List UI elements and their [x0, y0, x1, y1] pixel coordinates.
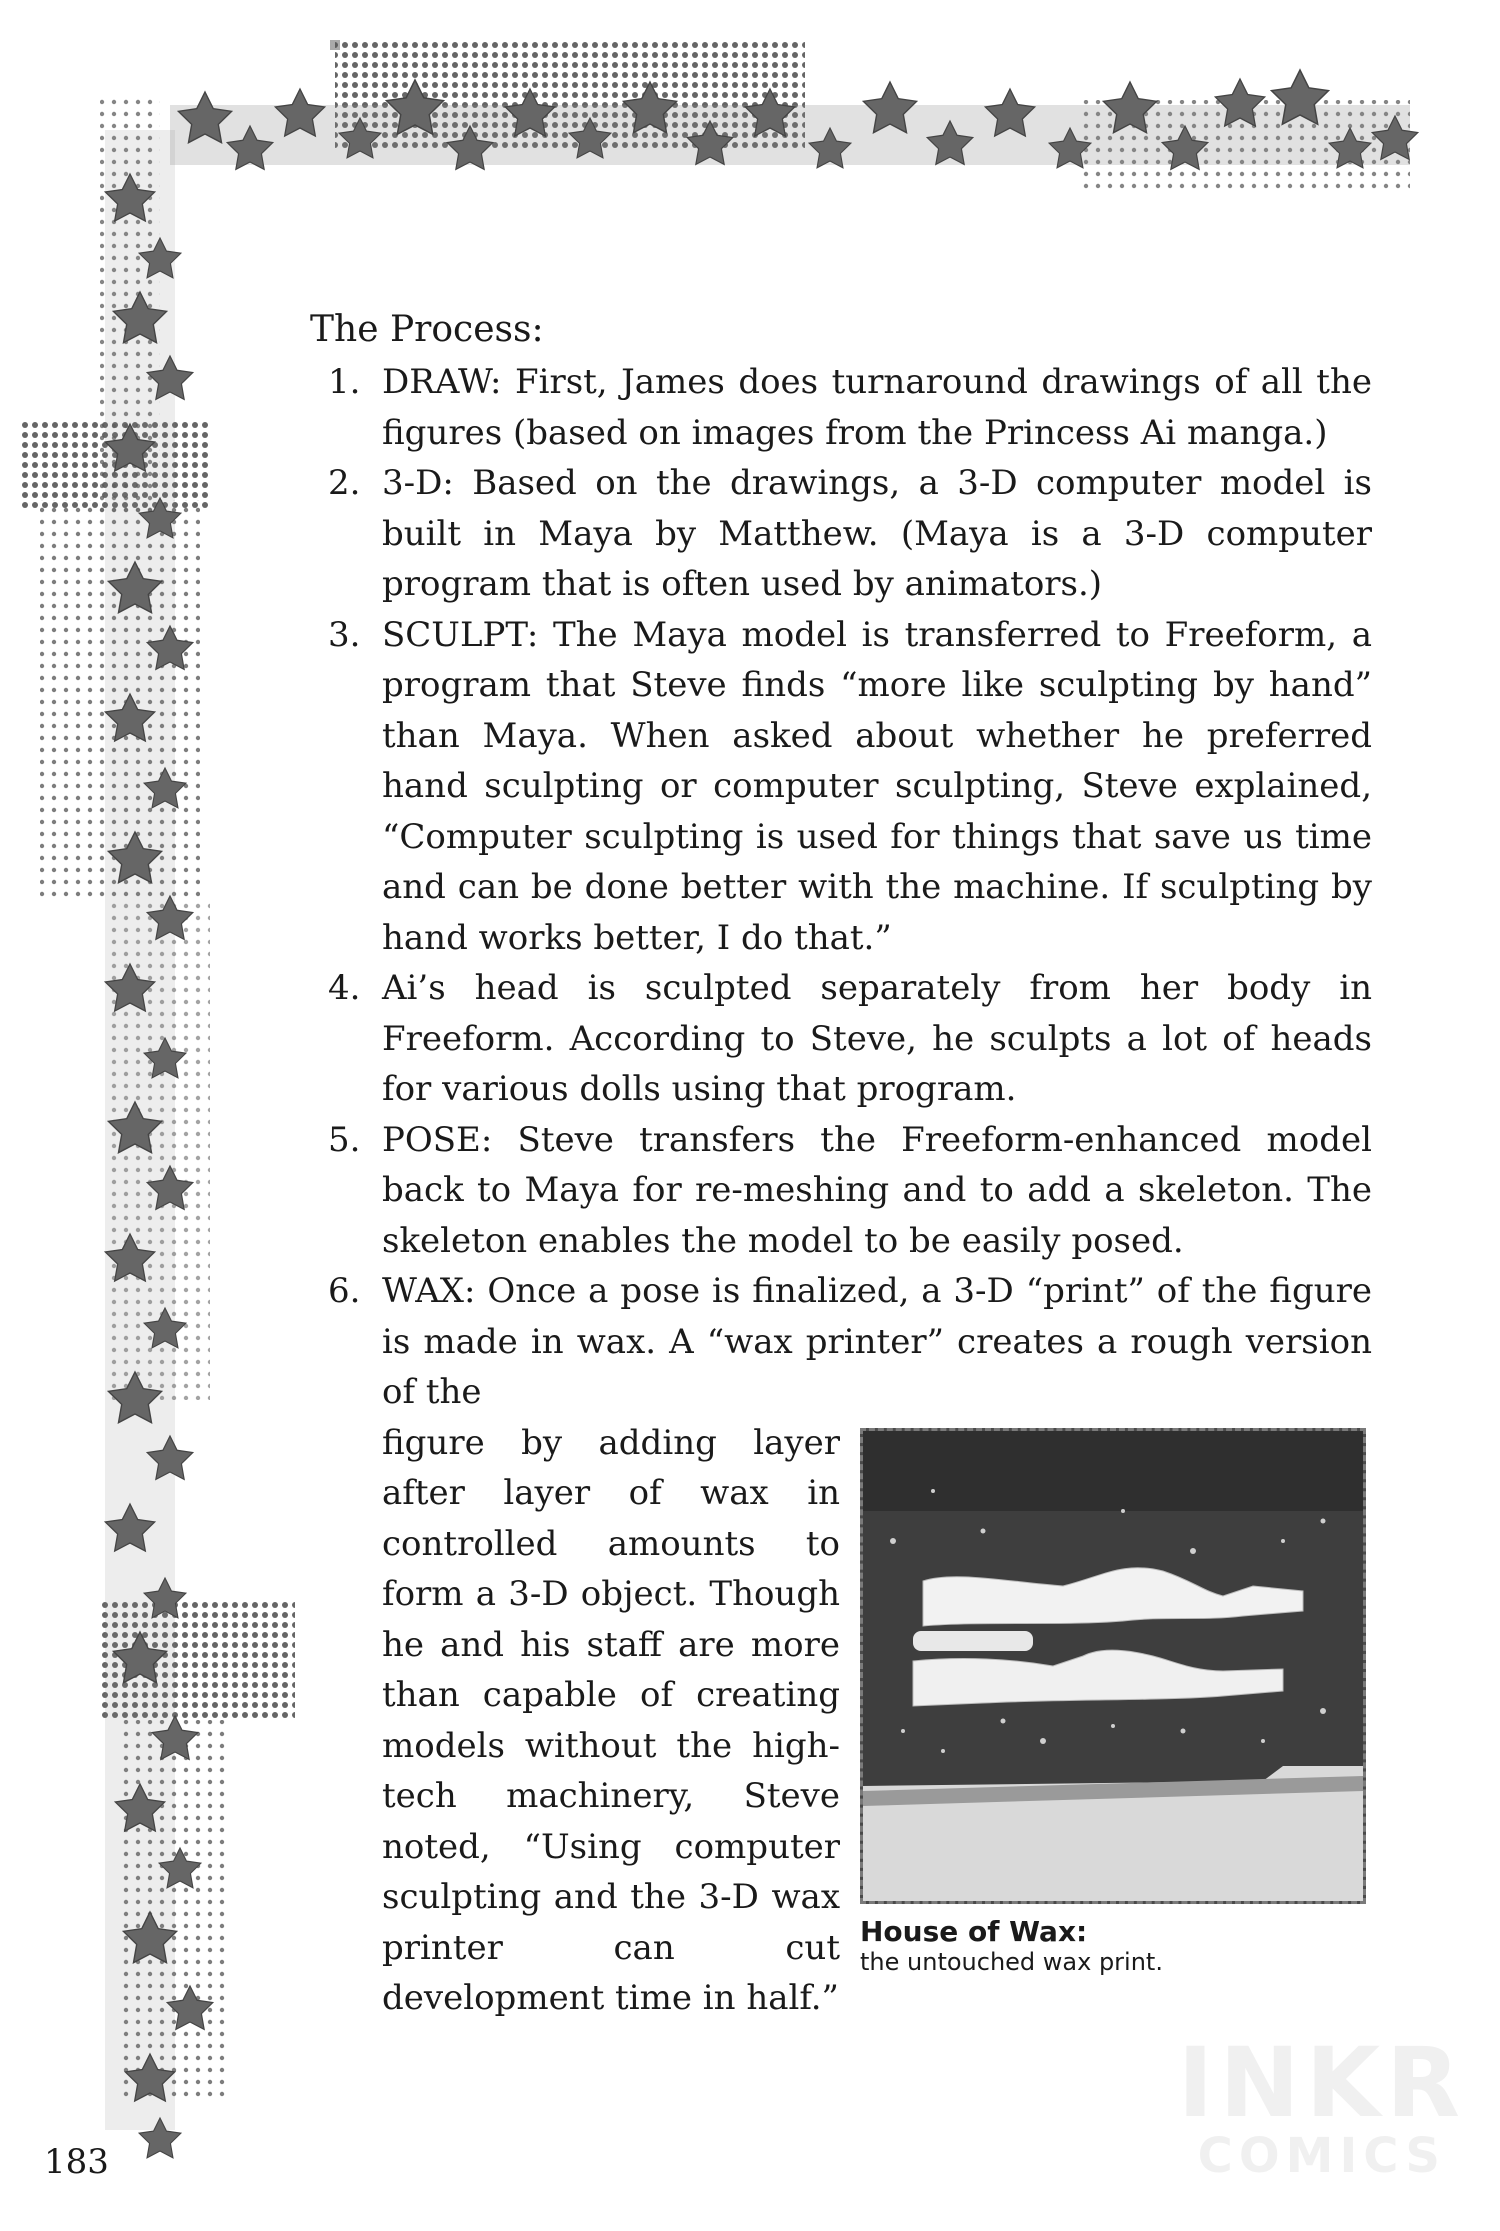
watermark-line-2: COMICS: [1197, 2128, 1446, 2184]
step-number: 3.: [328, 614, 361, 655]
step-draw: [310, 357, 1372, 458]
step-wax: [310, 1266, 1372, 2024]
process-steps: [310, 357, 1372, 2024]
step-text: WAX: Once a pose is finalized, a 3-D “print” of the figure is made in wax. A “wax printer” creates a rough version of the: [382, 1271, 1372, 1412]
section-heading: The Process:: [310, 309, 544, 350]
step-text-continued: figure by adding layer after layer of wax in controlled amounts to form a 3-D object. Though he and his staff are more than capable of creating models without the high-tech machinery, Steve noted, “Using computer sculpting and the 3-D wax printer can cut development time in half.”: [382, 1422, 840, 2018]
step-text: SCULPT: The Maya model is transferred to Freeform, a program that Steve finds “more like sculpting by hand” than Maya. When asked about whether he preferred hand sculpting or computer sculpting, Steve explained, “Computer sculpting is used for things that save us time and can be done better with the machine. If sculpting by hand works better, I do that.”: [382, 614, 1372, 958]
step-pose: [310, 1115, 1372, 1267]
step-text: DRAW: First, James does turnaround drawings of all the figures (based on images from the Princess Ai manga.): [382, 362, 1372, 453]
wax-print-photo: [860, 1428, 1366, 1904]
step-sculpt: [310, 610, 1372, 964]
caption-title: House of Wax:: [860, 1914, 1088, 1948]
step-number: 2.: [328, 463, 361, 503]
step-text: 3-D: Based on the drawings, a 3-D computer model is built in Maya by Matthew. (Maya is a 3-D computer program that is often used by animators.): [382, 463, 1372, 604]
step-text: POSE: Steve transfers the Freeform-enhanced model back to Maya for re-meshing and to add a skeleton. The skeleton enables the model to be easily posed.: [382, 1119, 1372, 1261]
step-number: 1.: [328, 362, 361, 402]
caption-subtitle: the untouched wax print.: [860, 1947, 1163, 1976]
step-wax-continued: [382, 1418, 1372, 2024]
step-3d: [310, 458, 1372, 610]
article-body: [310, 305, 1372, 2024]
step-text: Ai’s head is sculpted separately from her body in Freeform. According to Steve, he sculpts a lot of heads for various dolls using that program.: [382, 968, 1372, 1109]
inkr-watermark: [1177, 2027, 1466, 2184]
wax-print-image: [863, 1431, 1363, 1901]
photo-figure: [860, 1428, 1372, 2024]
step-head: [310, 963, 1372, 1115]
step-number: 5.: [328, 1119, 361, 1160]
page-number: 183: [44, 2142, 109, 2182]
step-number: 6.: [328, 1271, 361, 1311]
step-number: 4.: [328, 968, 361, 1008]
watermark-line-1: INKR: [1177, 2027, 1466, 2139]
